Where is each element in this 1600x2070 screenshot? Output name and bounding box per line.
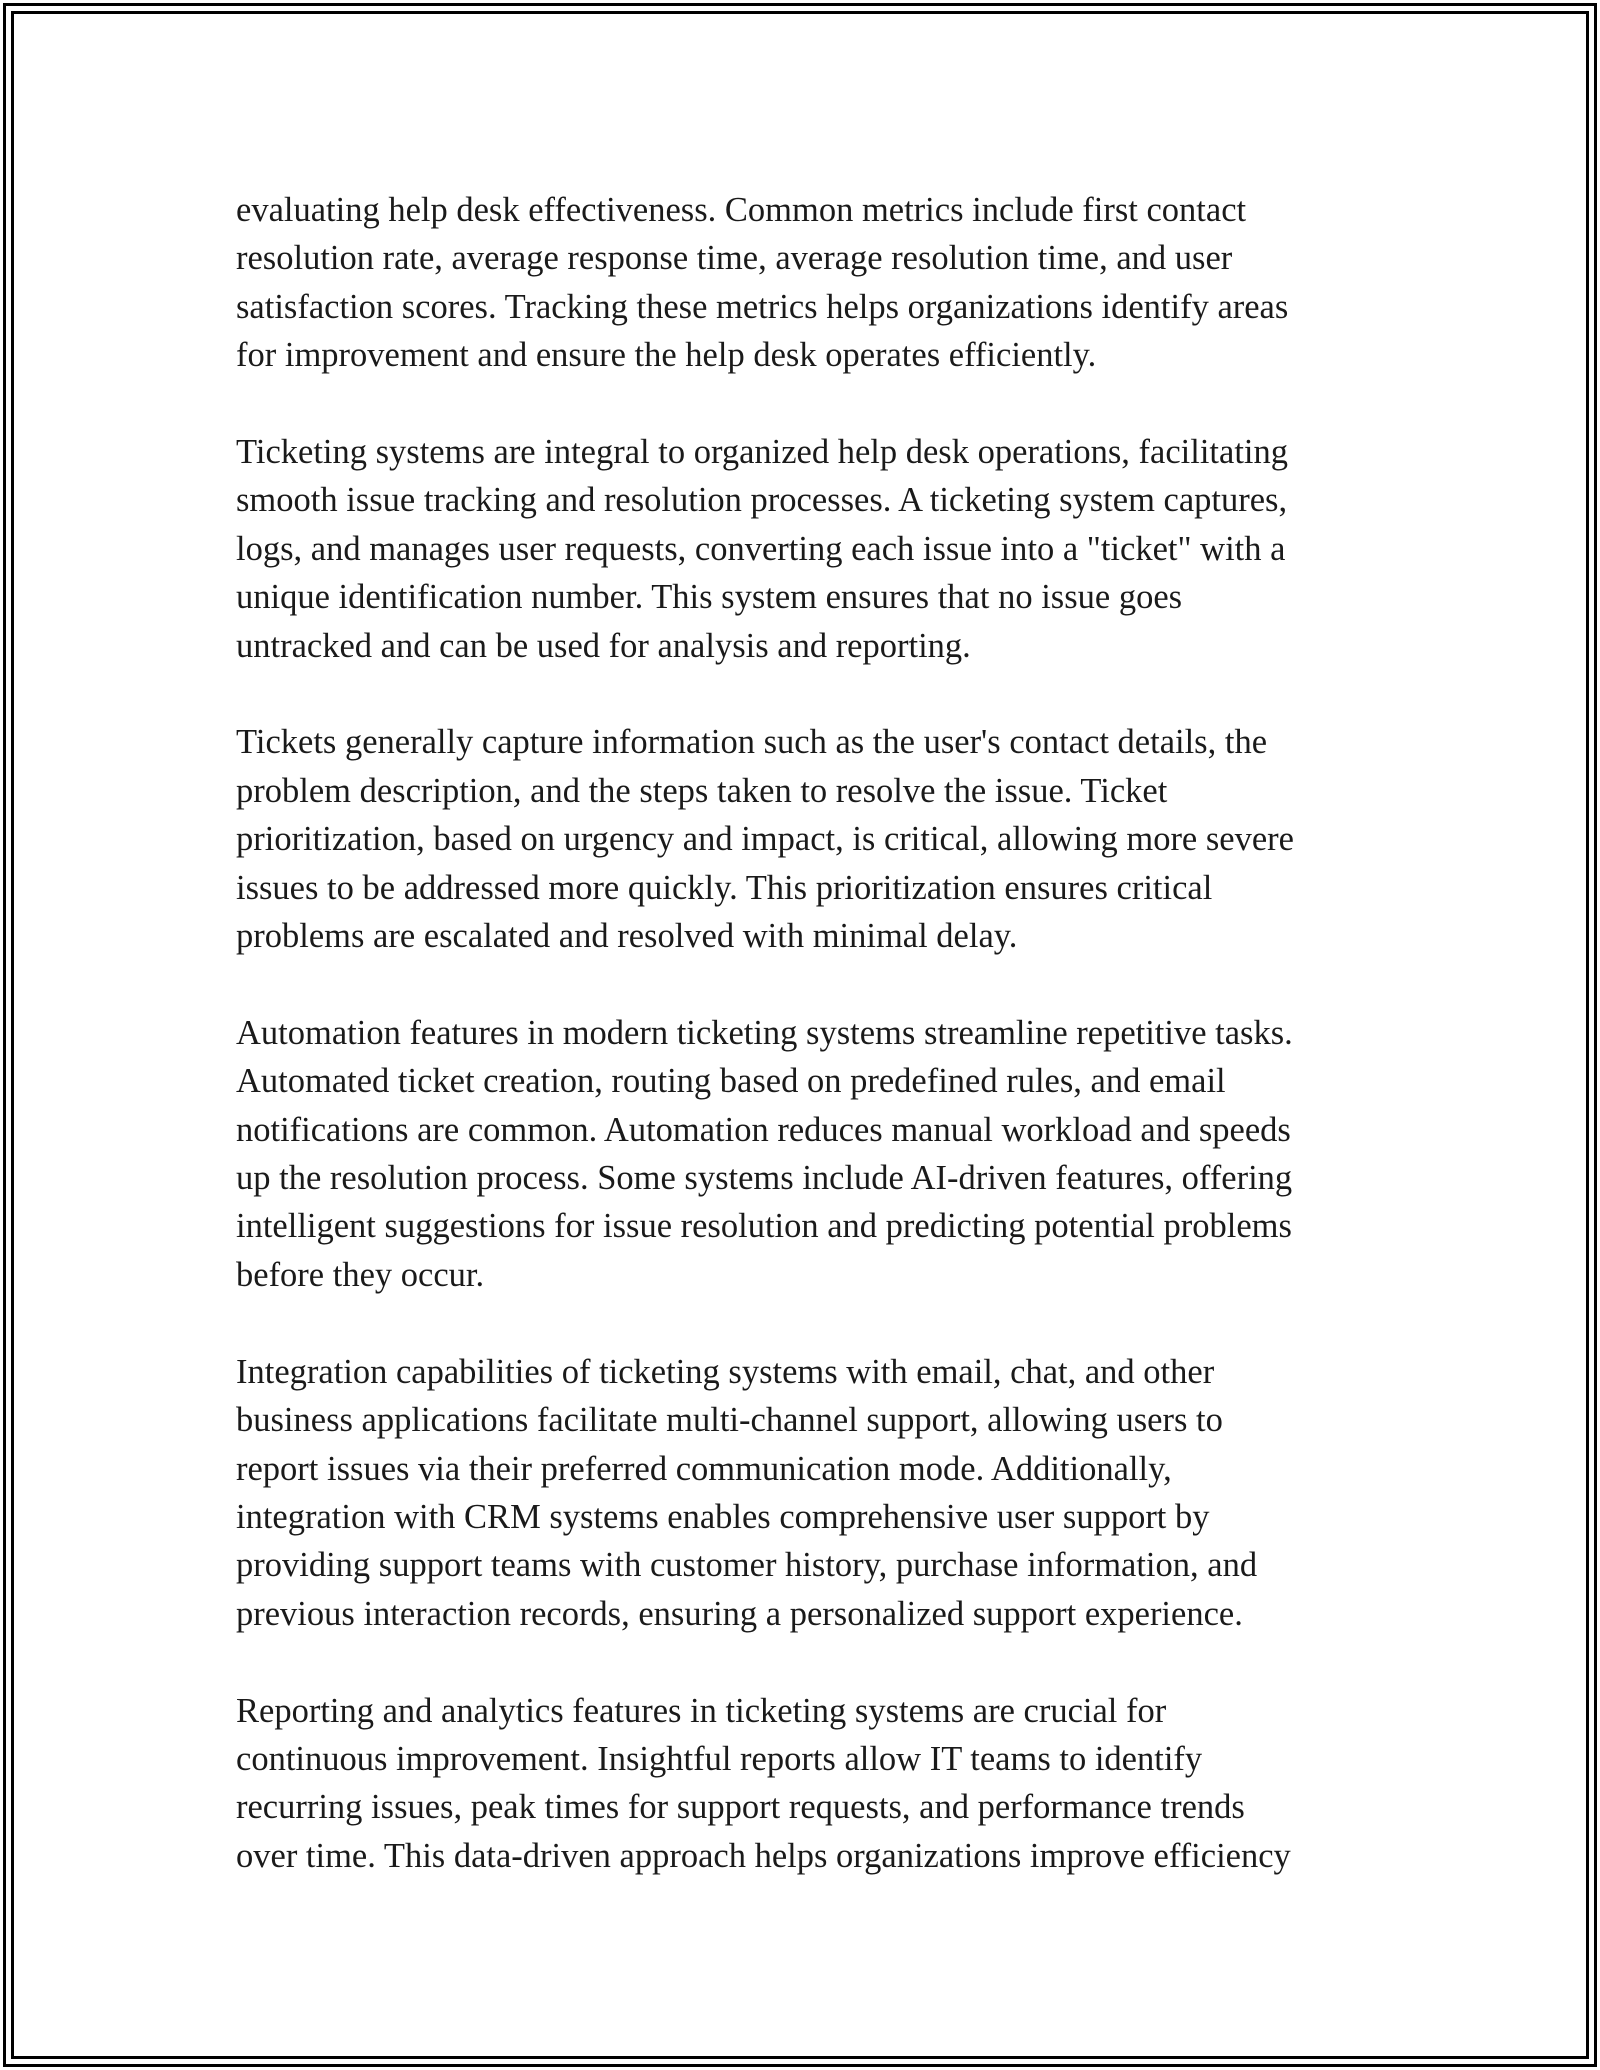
- text-line: providing support teams with customer history, purchase information, and: [236, 1546, 1258, 1585]
- paragraph-metrics: [236, 186, 1386, 380]
- text-line: before they occur.: [236, 1255, 485, 1294]
- text-line: problems are escalated and resolved with minimal delay.: [236, 917, 1018, 956]
- text-line: evaluating help desk effectiveness. Common metrics include first contact: [236, 191, 1247, 229]
- text-line: over time. This data-driven approach helps organizations improve efficiency: [236, 1836, 1291, 1875]
- text-line: logs, and manages user requests, converting each issue into a "ticket" with a: [236, 529, 1286, 568]
- text-line: up the resolution process. Some systems include AI-driven features, offering: [236, 1159, 1293, 1198]
- paragraph-ticket-information: [236, 718, 1386, 960]
- text-line: smooth issue tracking and resolution processes. A ticketing system captures,: [236, 481, 1288, 520]
- document-body: [236, 186, 1386, 1929]
- text-line: untracked and can be used for analysis and reporting.: [236, 626, 971, 665]
- text-line: for improvement and ensure the help desk operates efficiently.: [236, 336, 1097, 375]
- text-line: integration with CRM systems enables comprehensive user support by: [236, 1497, 1210, 1536]
- text-line: intelligent suggestions for issue resolution and predicting potential problems: [236, 1207, 1292, 1246]
- paragraph-integration: [236, 1348, 1386, 1638]
- text-line: problem description, and the steps taken to resolve the issue. Ticket: [236, 771, 1168, 810]
- text-line: Integration capabilities of ticketing systems with email, chat, and other: [236, 1352, 1215, 1391]
- text-line: Reporting and analytics features in ticketing systems are crucial for: [236, 1691, 1167, 1730]
- text-line: prioritization, based on urgency and impact, is critical, allowing more severe: [236, 820, 1294, 859]
- text-line: resolution rate, average response time, average resolution time, and user: [236, 239, 1233, 278]
- paragraph-automation: [236, 1009, 1386, 1299]
- text-line: Ticketing systems are integral to organized help desk operations, facilitating: [236, 433, 1288, 472]
- text-line: previous interaction records, ensuring a personalized support experience.: [236, 1594, 1243, 1633]
- text-line: continuous improvement. Insightful reports allow IT teams to identify: [236, 1739, 1203, 1778]
- text-line: satisfaction scores. Tracking these metrics helps organizations identify areas: [236, 287, 1289, 326]
- text-line: issues to be addressed more quickly. This prioritization ensures critical: [236, 868, 1213, 907]
- text-line: recurring issues, peak times for support requests, and performance trends: [236, 1788, 1245, 1827]
- text-line: report issues via their preferred communication mode. Additionally,: [236, 1449, 1172, 1488]
- text-line: Automated ticket creation, routing based on predefined rules, and email: [236, 1062, 1226, 1101]
- text-line: business applications facilitate multi-channel support, allowing users to: [236, 1401, 1223, 1440]
- text-line: Automation features in modern ticketing systems streamline repetitive tasks.: [236, 1013, 1293, 1052]
- text-line: Tickets generally capture information such as the user's contact details, the: [236, 723, 1268, 762]
- text-line: notifications are common. Automation reduces manual workload and speeds: [236, 1110, 1291, 1149]
- text-line: unique identification number. This system ensures that no issue goes: [236, 578, 1183, 617]
- paragraph-reporting: [236, 1687, 1386, 1881]
- paragraph-ticketing-systems: [236, 428, 1386, 670]
